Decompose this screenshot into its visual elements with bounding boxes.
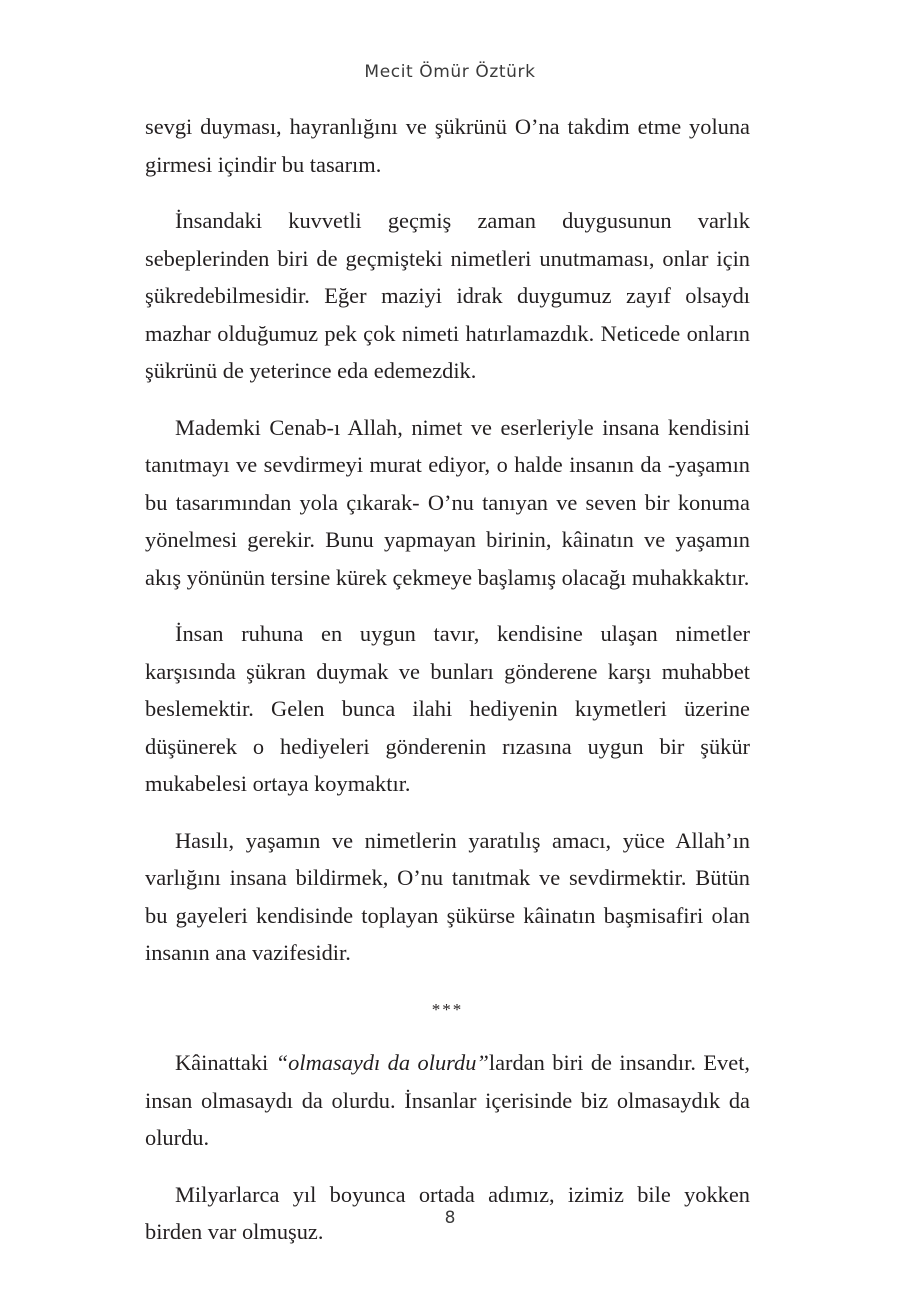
page-number: 8 [444, 1208, 456, 1228]
paragraph-5: Hasılı, yaşamın ve nimetlerin yaratılış amacı, yüce Allah’ın varlığını insana bildirmek, O’nu tanıtmak ve sevdirmektir. Bütün bu gayeleri kendisinde toplayan şükürse kâinatın başmisafiri olan insanın ana vazifesidir. [145, 827, 750, 965]
paragraph-3: Mademki Cenab-ı Allah, nimet ve eserleriyle insana kendisini tanıtmayı ve sevdirmeyi murat ediyor, o halde insanın da -yaşamın bu tasarımından yola çıkarak- O’nu tanıyan ve seven bir konuma yönelmesi gerekir. Bunu yapmayan birinin, kâinatın ve yaşamın akış yönünün tersine kürek çekmeye başlamış olacağı muhakkaktır. [145, 414, 750, 590]
paragraph-6-start: Kâinattaki [175, 1050, 276, 1075]
paragraph-6-end: lardan biri de insandır. Evet, insan olmasaydı da olurdu. İnsanlar içerisinde biz olmasaydık da olurdu. [145, 1050, 751, 1150]
paragraph-1: sevgi duyması, hayranlığını ve şükrünü O’na takdim etme yoluna girmesi içindir bu tasarım. [145, 114, 750, 177]
paragraph-2: İnsandaki kuvvetli geçmiş zaman duygusunun varlık sebeplerinden biri de geçmişteki nimetleri unutmaması, onlar için şükredebilmesidir. Eğer maziyi idrak duygumuz zayıf olsaydı mazhar olduğumuz pek çok nimeti hatırlamazdık. Neticede onların şükrünü de yeterince eda edemezdik. [145, 208, 750, 383]
paragraph-6-italic-phrase: “olmasaydı da olurdu” [275, 1050, 489, 1075]
paragraph-7: Milyarlarca yıl boyunca ortada adımız, izimiz bile yokken birden var olmuşuz. [145, 1181, 750, 1244]
running-header-author: Mecit Ömür Öztürk [364, 62, 536, 82]
paragraph-4: İnsan ruhuna en uygun tavır, kendisine ulaşan nimetler karşısında şükran duymak ve bunları gönderene karşı muhabbet beslemektir. Gelen bunca ilahi hediyenin kıymetleri üzerine düşünerek o hediyeleri gönderenin rızasına uygun bir şükür mukabelesi ortaya koymaktır. [145, 621, 750, 796]
body-text [145, 108, 750, 1270]
paragraph-6 [145, 1044, 750, 1157]
section-separator: *** [431, 999, 464, 1019]
